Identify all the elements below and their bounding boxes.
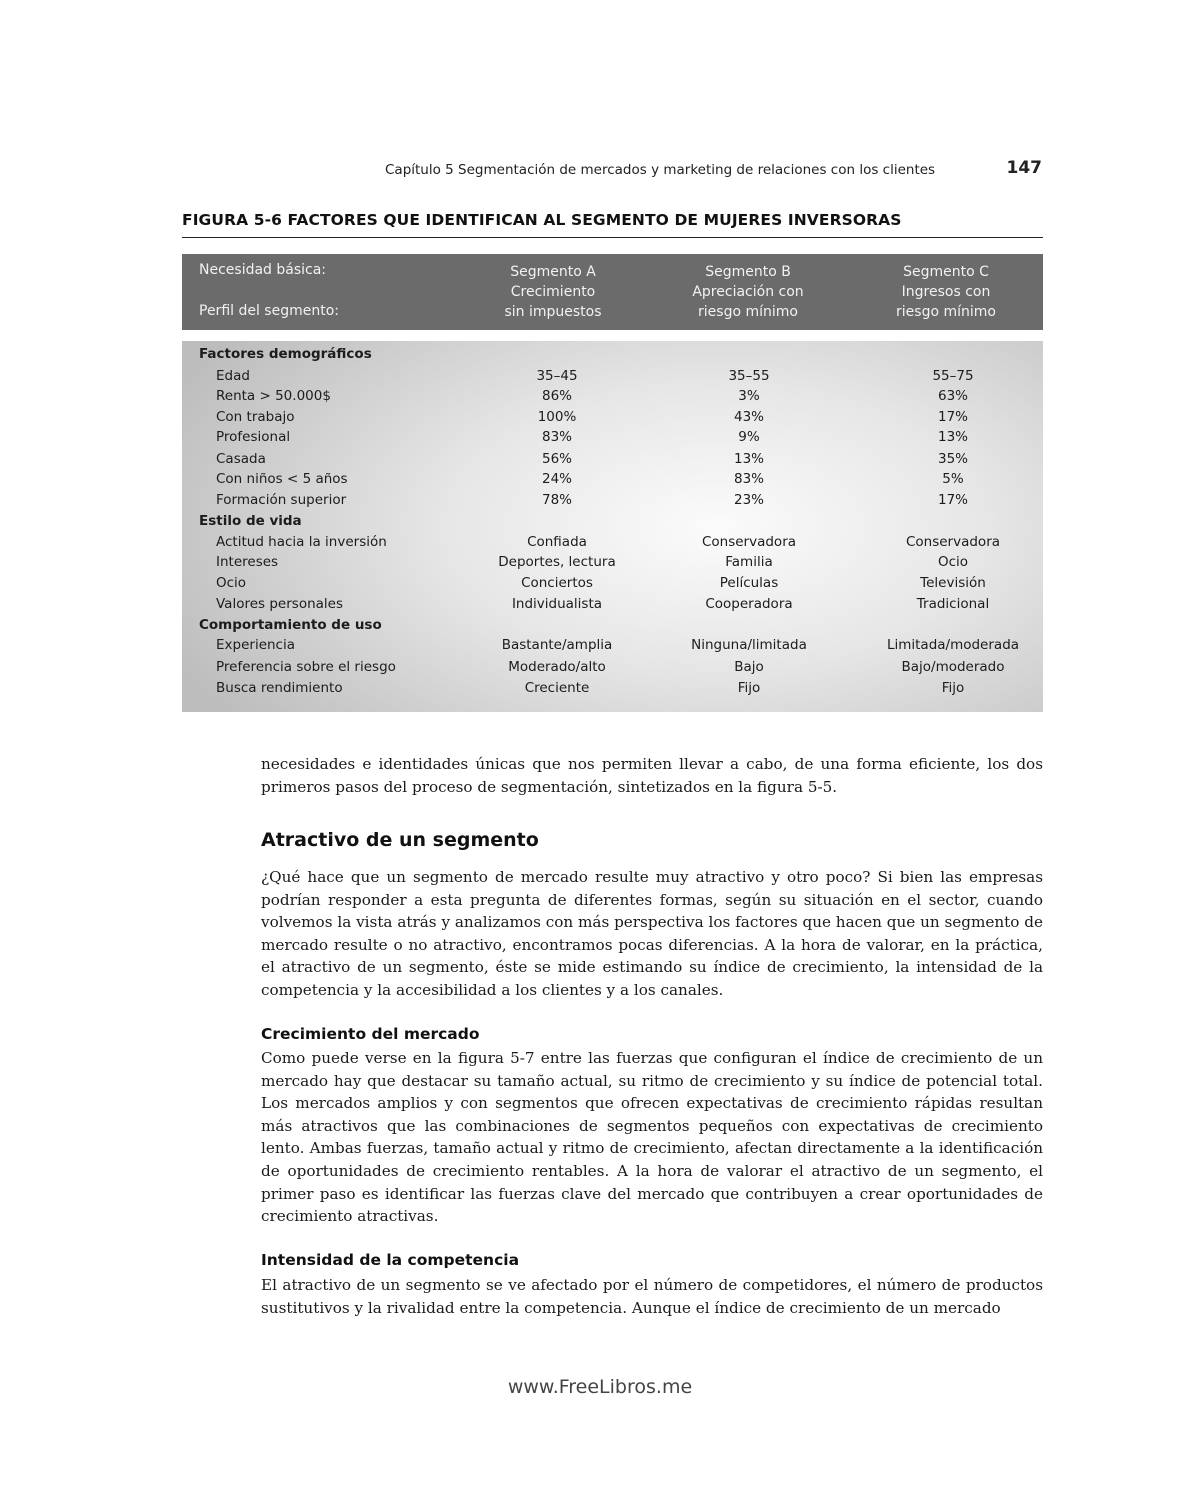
table-row — [182, 680, 1043, 700]
competition-paragraph: El atractivo de un segmento se ve afectado por el número de competidores, el número de productos sustitutivos y la rivalidad entre la competencia. Aunque el índice de crecimiento de un mercado — [261, 1276, 1043, 1317]
segment-b-value: 35–55 — [728, 368, 770, 384]
table-section-row — [182, 513, 1043, 533]
segment-b-value: Conservadora — [701, 534, 797, 550]
segment-name: Segmento B — [705, 264, 791, 280]
row-label: Profesional — [216, 429, 291, 445]
subsection-heading-competition: Intensidad de la competencia — [261, 1251, 520, 1269]
segment-a-value: 86% — [541, 388, 572, 404]
table-header — [182, 254, 1043, 330]
segment-c-value: 55–75 — [932, 368, 974, 384]
profile-label: Perfil del segmento: — [199, 303, 339, 319]
segment-c-value: 13% — [937, 429, 968, 445]
segment-c-value: Tradicional — [916, 596, 990, 612]
segment-b-value: 3% — [738, 388, 760, 404]
segment-b-value: Cooperadora — [705, 596, 793, 612]
segment-a-header — [463, 262, 643, 322]
table-row — [182, 534, 1043, 554]
segment-b-value: Fijo — [737, 680, 761, 696]
segment-a-value: 24% — [541, 471, 572, 487]
segment-b-header — [658, 262, 838, 322]
segment-b-value: 83% — [733, 471, 764, 487]
segment-c-value: 17% — [937, 492, 968, 508]
row-label: Valores personales — [216, 596, 343, 612]
figure-title: FIGURA 5-6 FACTORES QUE IDENTIFICAN AL SEGMENTO DE MUJERES INVERSORAS — [182, 211, 902, 229]
chapter-title: Capítulo 5 Segmentación de mercados y marketing de relaciones con los clientes — [385, 162, 936, 178]
segment-a-value: 83% — [541, 429, 572, 445]
segment-b-value: Ninguna/limitada — [691, 637, 807, 653]
segment-c-value: 35% — [937, 451, 968, 467]
subsection-heading-growth: Crecimiento del mercado — [261, 1025, 480, 1043]
segment-a-value: 78% — [541, 492, 572, 508]
table-row — [182, 575, 1043, 595]
segment-c-value: Limitada/moderada — [886, 637, 1020, 653]
row-label: Formación superior — [216, 492, 347, 508]
table-row — [182, 596, 1043, 616]
row-label: Con trabajo — [216, 409, 295, 425]
segment-a-value: 35–45 — [536, 368, 578, 384]
row-label: Ocio — [216, 575, 247, 591]
section-label: Estilo de vida — [199, 513, 302, 529]
table-row — [182, 492, 1043, 512]
segment-a-value: Conciertos — [521, 575, 593, 591]
segment-c-value: Fijo — [941, 680, 965, 696]
row-label: Busca rendimiento — [216, 680, 343, 696]
segment-b-value: Bajo — [734, 659, 764, 675]
segment-c-header — [856, 262, 1036, 322]
segment-a-value: Deportes, lectura — [498, 554, 616, 570]
table-body — [182, 341, 1043, 712]
table-row — [182, 388, 1043, 408]
row-label: Con niños < 5 años — [216, 471, 348, 487]
segment-need: Apreciación con — [692, 284, 804, 300]
segment-b-value: Familia — [725, 554, 773, 570]
segment-b-value: 23% — [733, 492, 764, 508]
need-label: Necesidad básica: — [199, 262, 327, 278]
row-label: Preferencia sobre el riesgo — [216, 659, 396, 675]
segment-a-value: 100% — [537, 409, 577, 425]
section-label: Comportamiento de uso — [199, 617, 382, 633]
segment-a-value: Moderado/alto — [508, 659, 606, 675]
segment-need: Ingresos con — [901, 284, 991, 300]
segment-a-value: 56% — [541, 451, 572, 467]
segment-b-value: 43% — [733, 409, 764, 425]
segment-b-value: Películas — [719, 575, 779, 591]
table-row — [182, 409, 1043, 429]
table-row — [182, 429, 1043, 449]
segment-b-value: 9% — [738, 429, 760, 445]
segment-name: Segmento C — [903, 264, 989, 280]
segment-need: riesgo mínimo — [698, 304, 798, 320]
segment-a-value: Creciente — [524, 680, 590, 696]
row-label: Intereses — [216, 554, 279, 570]
table-row — [182, 451, 1043, 471]
segment-c-value: 63% — [937, 388, 968, 404]
segment-c-value: Bajo/moderado — [901, 659, 1005, 675]
page-number: 147 — [1006, 158, 1042, 178]
segment-c-value: 17% — [937, 409, 968, 425]
table-row — [182, 554, 1043, 574]
segment-c-value: 5% — [942, 471, 964, 487]
section-heading: Atractivo de un segmento — [261, 829, 539, 851]
segment-need: riesgo mínimo — [896, 304, 996, 320]
row-label: Experiencia — [216, 637, 296, 653]
segment-a-value: Individualista — [511, 596, 603, 612]
growth-paragraph: Como puede verse en la figura 5-7 entre las fuerzas que configuran el índice de crecimiento de un mercado hay que destacar su tamaño actual, su ritmo de crecimiento y su índice de potencial total. Los mercados amplios y con segmentos que ofrecen expectativas de crecimiento rápidas resultan más atractivos que las combinaciones de segmentos pequeños con expectativas de crecimiento lento. Ambas fuerzas, tamaño actual y ritmo de crecimiento, afectan directamente a la identificación de oportunidades de crecimiento rentables. A la hora de valorar el atractivo de un segmento, el primer paso es identificar las fuerzas clave del mercado que contribuyen a crear oportunidades de crecimiento atractivas. — [261, 1049, 1043, 1226]
table-section-row — [182, 346, 1043, 366]
row-label: Edad — [216, 368, 250, 384]
segment-a-value: Confiada — [527, 534, 587, 550]
table-row — [182, 368, 1043, 388]
intro-paragraph: necesidades e identidades únicas que nos permiten llevar a cabo, de una forma eficiente, los dos primeros pasos del proceso de segmentación, sintetizados en la figura 5-5. — [261, 755, 1043, 796]
watermark-link[interactable]: www.FreeLibros.me — [507, 1376, 693, 1398]
table-row — [182, 659, 1043, 679]
running-head — [385, 158, 1042, 182]
row-label: Renta > 50.000$ — [216, 388, 331, 404]
row-label: Actitud hacia la inversión — [216, 534, 387, 550]
segment-a-value: Bastante/amplia — [501, 637, 613, 653]
segment-name: Segmento A — [510, 264, 596, 280]
figure-title-rule — [182, 237, 1043, 238]
table-row — [182, 637, 1043, 657]
section-label: Factores demográficos — [199, 346, 372, 362]
table-row — [182, 471, 1043, 491]
segment-need: Crecimiento — [510, 284, 596, 300]
segment-need: sin impuestos — [504, 304, 602, 320]
segment-b-value: 13% — [733, 451, 764, 467]
segment-c-value: Televisión — [920, 575, 986, 591]
segment-c-value: Conservadora — [905, 534, 1001, 550]
row-label: Casada — [216, 451, 266, 467]
segment-c-value: Ocio — [937, 554, 969, 570]
table-section-row — [182, 617, 1043, 637]
section-paragraph: ¿Qué hace que un segmento de mercado resulte muy atractivo y otro poco? Si bien las empresas podrían responder a esta pregunta de diferentes formas, según su situación en el sector, cuando volvemos la vista atrás y analizamos con más perspectiva los factores que hacen que un segmento de mercado resulte o no atractivo, encontramos pocas diferencias. A la hora de valorar, en la práctica, el atractivo de un segmento, éste se mide estimando su índice de crecimiento, la intensidad de la competencia y la accesibilidad a los clientes y a los canales. — [261, 868, 1043, 999]
